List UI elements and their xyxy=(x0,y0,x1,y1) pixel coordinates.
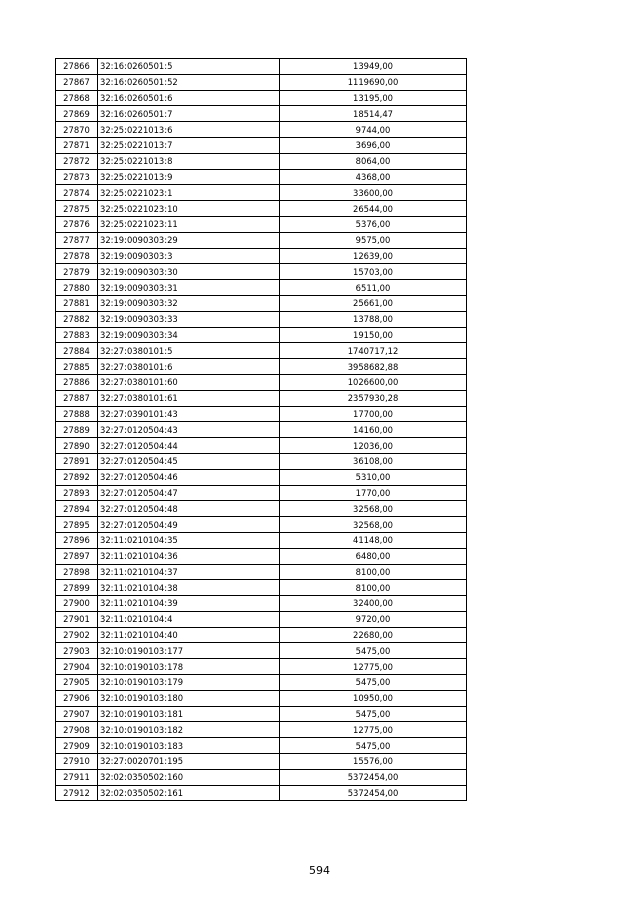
row-number-cell: 27894 xyxy=(56,501,98,517)
value-cell: 13949,00 xyxy=(280,59,467,75)
table-row xyxy=(56,580,467,596)
value-cell: 13788,00 xyxy=(280,311,467,327)
row-number-cell: 27871 xyxy=(56,137,98,153)
table-row xyxy=(56,106,467,122)
value-cell: 6511,00 xyxy=(280,280,467,296)
cadastral-number-cell: 32:02:0350502:160 xyxy=(98,769,280,785)
cadastral-number-cell: 32:25:0221023:10 xyxy=(98,201,280,217)
value-cell: 32568,00 xyxy=(280,517,467,533)
row-number-cell: 27886 xyxy=(56,374,98,390)
cadastral-number-cell: 32:25:0221023:11 xyxy=(98,216,280,232)
cadastral-number-cell: 32:27:0120504:49 xyxy=(98,517,280,533)
cadastral-number-cell: 32:10:0190103:181 xyxy=(98,706,280,722)
cadastral-number-cell: 32:27:0380101:6 xyxy=(98,359,280,375)
value-cell: 8100,00 xyxy=(280,580,467,596)
table-row xyxy=(56,517,467,533)
value-cell: 26544,00 xyxy=(280,201,467,217)
table-row xyxy=(56,675,467,691)
value-cell: 5310,00 xyxy=(280,469,467,485)
value-cell: 32568,00 xyxy=(280,501,467,517)
cadastral-number-cell: 32:27:0390101:43 xyxy=(98,406,280,422)
row-number-cell: 27884 xyxy=(56,343,98,359)
table-row xyxy=(56,90,467,106)
row-number-cell: 27890 xyxy=(56,438,98,454)
page-number: 594 xyxy=(309,864,330,877)
table-row xyxy=(56,659,467,675)
cadastral-number-cell: 32:11:0210104:4 xyxy=(98,611,280,627)
row-number-cell: 27904 xyxy=(56,659,98,675)
table-row xyxy=(56,137,467,153)
cadastral-number-cell: 32:11:0210104:39 xyxy=(98,596,280,612)
row-number-cell: 27885 xyxy=(56,359,98,375)
value-cell: 41148,00 xyxy=(280,532,467,548)
cadastral-number-cell: 32:11:0210104:40 xyxy=(98,627,280,643)
value-cell: 1740717,12 xyxy=(280,343,467,359)
row-number-cell: 27891 xyxy=(56,453,98,469)
row-number-cell: 27881 xyxy=(56,295,98,311)
row-number-cell: 27903 xyxy=(56,643,98,659)
row-number-cell: 27874 xyxy=(56,185,98,201)
cadastral-number-cell: 32:27:0380101:60 xyxy=(98,374,280,390)
value-cell: 12639,00 xyxy=(280,248,467,264)
cadastral-number-cell: 32:16:0260501:7 xyxy=(98,106,280,122)
value-cell: 6480,00 xyxy=(280,548,467,564)
cadastral-number-cell: 32:25:0221013:8 xyxy=(98,153,280,169)
row-number-cell: 27888 xyxy=(56,406,98,422)
row-number-cell: 27910 xyxy=(56,754,98,770)
value-cell: 1770,00 xyxy=(280,485,467,501)
table-row xyxy=(56,59,467,75)
table-row xyxy=(56,359,467,375)
table-row xyxy=(56,122,467,138)
table-row xyxy=(56,406,467,422)
value-cell: 5475,00 xyxy=(280,738,467,754)
cadastral-number-cell: 32:19:0090303:34 xyxy=(98,327,280,343)
value-cell: 19150,00 xyxy=(280,327,467,343)
table-row xyxy=(56,311,467,327)
cadastral-number-cell: 32:11:0210104:37 xyxy=(98,564,280,580)
value-cell: 2357930,28 xyxy=(280,390,467,406)
table-row xyxy=(56,690,467,706)
cadastral-number-cell: 32:11:0210104:38 xyxy=(98,580,280,596)
table-row xyxy=(56,596,467,612)
row-number-cell: 27912 xyxy=(56,785,98,801)
table-row xyxy=(56,469,467,485)
row-number-cell: 27889 xyxy=(56,422,98,438)
cadastral-number-cell: 32:10:0190103:177 xyxy=(98,643,280,659)
row-number-cell: 27898 xyxy=(56,564,98,580)
table-row xyxy=(56,295,467,311)
row-number-cell: 27883 xyxy=(56,327,98,343)
value-cell: 5372454,00 xyxy=(280,785,467,801)
cadastral-number-cell: 32:19:0090303:32 xyxy=(98,295,280,311)
cadastral-number-cell: 32:19:0090303:31 xyxy=(98,280,280,296)
row-number-cell: 27867 xyxy=(56,74,98,90)
cadastral-number-cell: 32:27:0120504:44 xyxy=(98,438,280,454)
registry-table xyxy=(55,58,467,801)
value-cell: 14160,00 xyxy=(280,422,467,438)
value-cell: 22680,00 xyxy=(280,627,467,643)
table-row xyxy=(56,738,467,754)
cadastral-number-cell: 32:10:0190103:180 xyxy=(98,690,280,706)
row-number-cell: 27906 xyxy=(56,690,98,706)
row-number-cell: 27902 xyxy=(56,627,98,643)
value-cell: 25661,00 xyxy=(280,295,467,311)
cadastral-number-cell: 32:27:0120504:48 xyxy=(98,501,280,517)
value-cell: 32400,00 xyxy=(280,596,467,612)
row-number-cell: 27880 xyxy=(56,280,98,296)
cadastral-number-cell: 32:10:0190103:179 xyxy=(98,675,280,691)
table-row xyxy=(56,532,467,548)
row-number-cell: 27876 xyxy=(56,216,98,232)
cadastral-number-cell: 32:25:0221023:1 xyxy=(98,185,280,201)
value-cell: 5376,00 xyxy=(280,216,467,232)
value-cell: 3696,00 xyxy=(280,137,467,153)
value-cell: 9744,00 xyxy=(280,122,467,138)
row-number-cell: 27892 xyxy=(56,469,98,485)
table-row xyxy=(56,769,467,785)
row-number-cell: 27899 xyxy=(56,580,98,596)
row-number-cell: 27897 xyxy=(56,548,98,564)
cadastral-number-cell: 32:10:0190103:182 xyxy=(98,722,280,738)
value-cell: 5475,00 xyxy=(280,706,467,722)
cadastral-number-cell: 32:16:0260501:5 xyxy=(98,59,280,75)
table-row xyxy=(56,627,467,643)
table-row xyxy=(56,390,467,406)
cadastral-number-cell: 32:16:0260501:52 xyxy=(98,74,280,90)
row-number-cell: 27901 xyxy=(56,611,98,627)
cadastral-number-cell: 32:19:0090303:30 xyxy=(98,264,280,280)
table-row xyxy=(56,611,467,627)
table-row xyxy=(56,706,467,722)
value-cell: 12775,00 xyxy=(280,659,467,675)
row-number-cell: 27896 xyxy=(56,532,98,548)
cadastral-number-cell: 32:27:0120504:47 xyxy=(98,485,280,501)
value-cell: 9575,00 xyxy=(280,232,467,248)
value-cell: 33600,00 xyxy=(280,185,467,201)
row-number-cell: 27879 xyxy=(56,264,98,280)
row-number-cell: 27893 xyxy=(56,485,98,501)
table-row xyxy=(56,643,467,659)
cadastral-number-cell: 32:19:0090303:33 xyxy=(98,311,280,327)
row-number-cell: 27911 xyxy=(56,769,98,785)
value-cell: 5475,00 xyxy=(280,675,467,691)
row-number-cell: 27877 xyxy=(56,232,98,248)
value-cell: 5475,00 xyxy=(280,643,467,659)
row-number-cell: 27882 xyxy=(56,311,98,327)
row-number-cell: 27872 xyxy=(56,153,98,169)
table-row xyxy=(56,374,467,390)
cadastral-number-cell: 32:11:0210104:36 xyxy=(98,548,280,564)
cadastral-number-cell: 32:02:0350502:161 xyxy=(98,785,280,801)
table-row xyxy=(56,216,467,232)
registry-table-body xyxy=(56,59,467,801)
value-cell: 15576,00 xyxy=(280,754,467,770)
row-number-cell: 27900 xyxy=(56,596,98,612)
table-row xyxy=(56,280,467,296)
cadastral-number-cell: 32:10:0190103:178 xyxy=(98,659,280,675)
row-number-cell: 27905 xyxy=(56,675,98,691)
value-cell: 10950,00 xyxy=(280,690,467,706)
row-number-cell: 27887 xyxy=(56,390,98,406)
table-row xyxy=(56,153,467,169)
table-row xyxy=(56,248,467,264)
value-cell: 17700,00 xyxy=(280,406,467,422)
table-row xyxy=(56,501,467,517)
row-number-cell: 27868 xyxy=(56,90,98,106)
table-row xyxy=(56,785,467,801)
value-cell: 18514,47 xyxy=(280,106,467,122)
row-number-cell: 27895 xyxy=(56,517,98,533)
table-row xyxy=(56,422,467,438)
table-row xyxy=(56,564,467,580)
value-cell: 1026600,00 xyxy=(280,374,467,390)
table-row xyxy=(56,169,467,185)
value-cell: 5372454,00 xyxy=(280,769,467,785)
cadastral-number-cell: 32:19:0090303:3 xyxy=(98,248,280,264)
row-number-cell: 27875 xyxy=(56,201,98,217)
row-number-cell: 27870 xyxy=(56,122,98,138)
value-cell: 12036,00 xyxy=(280,438,467,454)
cadastral-number-cell: 32:10:0190103:183 xyxy=(98,738,280,754)
cadastral-number-cell: 32:11:0210104:35 xyxy=(98,532,280,548)
value-cell: 4368,00 xyxy=(280,169,467,185)
value-cell: 12775,00 xyxy=(280,722,467,738)
table-row xyxy=(56,343,467,359)
cadastral-number-cell: 32:19:0090303:29 xyxy=(98,232,280,248)
value-cell: 3958682,88 xyxy=(280,359,467,375)
cadastral-number-cell: 32:25:0221013:6 xyxy=(98,122,280,138)
cadastral-number-cell: 32:27:0120504:46 xyxy=(98,469,280,485)
value-cell: 15703,00 xyxy=(280,264,467,280)
value-cell: 36108,00 xyxy=(280,453,467,469)
cadastral-number-cell: 32:27:0120504:45 xyxy=(98,453,280,469)
row-number-cell: 27866 xyxy=(56,59,98,75)
cadastral-number-cell: 32:27:0380101:5 xyxy=(98,343,280,359)
value-cell: 8100,00 xyxy=(280,564,467,580)
row-number-cell: 27869 xyxy=(56,106,98,122)
table-row xyxy=(56,485,467,501)
cadastral-number-cell: 32:16:0260501:6 xyxy=(98,90,280,106)
cadastral-number-cell: 32:27:0020701:195 xyxy=(98,754,280,770)
value-cell: 8064,00 xyxy=(280,153,467,169)
value-cell: 13195,00 xyxy=(280,90,467,106)
cadastral-number-cell: 32:25:0221013:7 xyxy=(98,137,280,153)
table-row xyxy=(56,327,467,343)
table-row xyxy=(56,201,467,217)
cadastral-number-cell: 32:25:0221013:9 xyxy=(98,169,280,185)
cadastral-number-cell: 32:27:0120504:43 xyxy=(98,422,280,438)
row-number-cell: 27873 xyxy=(56,169,98,185)
table-row xyxy=(56,453,467,469)
value-cell: 9720,00 xyxy=(280,611,467,627)
value-cell: 1119690,00 xyxy=(280,74,467,90)
table-row xyxy=(56,232,467,248)
table-row xyxy=(56,264,467,280)
table-row xyxy=(56,438,467,454)
row-number-cell: 27907 xyxy=(56,706,98,722)
table-row xyxy=(56,185,467,201)
row-number-cell: 27908 xyxy=(56,722,98,738)
row-number-cell: 27878 xyxy=(56,248,98,264)
table-row xyxy=(56,722,467,738)
cadastral-number-cell: 32:27:0380101:61 xyxy=(98,390,280,406)
table-row xyxy=(56,74,467,90)
table-row xyxy=(56,754,467,770)
table-row xyxy=(56,548,467,564)
row-number-cell: 27909 xyxy=(56,738,98,754)
